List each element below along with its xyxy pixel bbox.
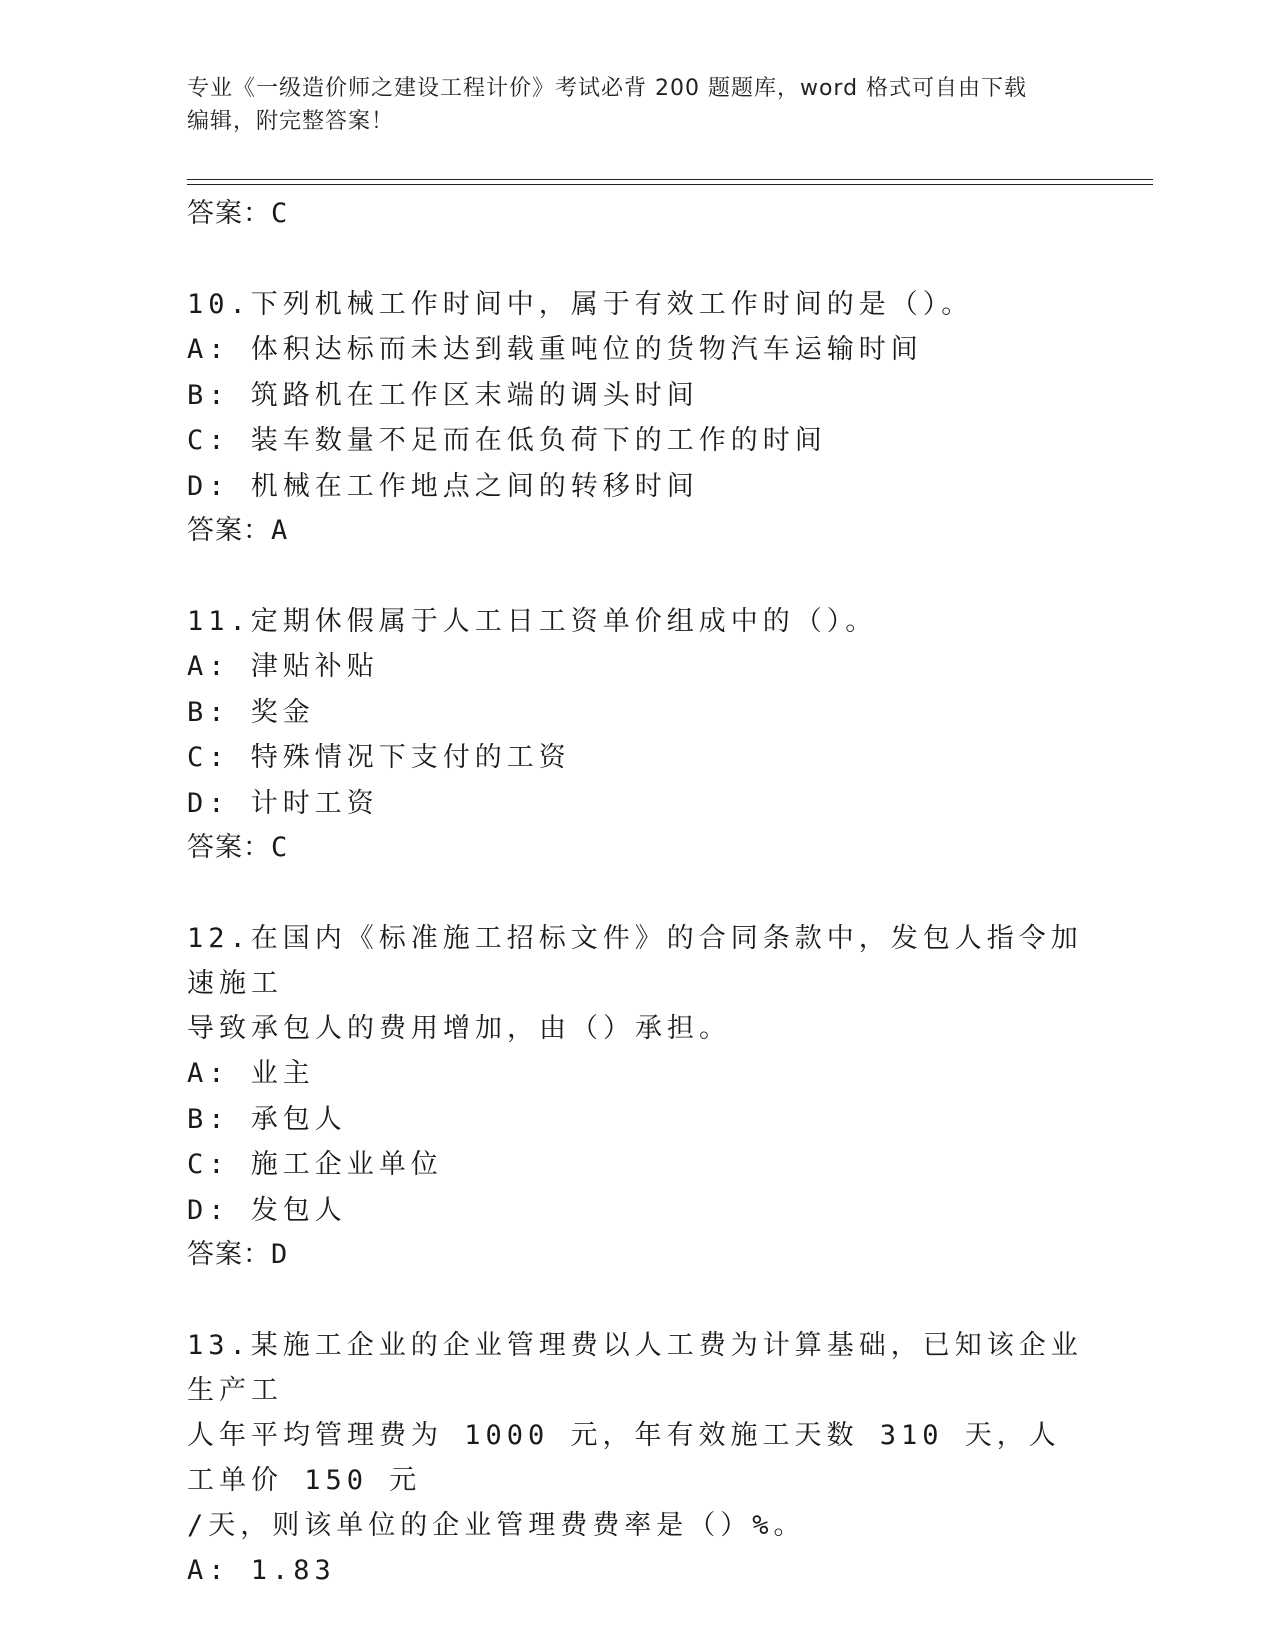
option-a: A: 津贴补贴 (187, 651, 379, 682)
question-list (187, 190, 1087, 1594)
option-c: C: 装车数量不足而在低负荷下的工作的时间 (187, 425, 827, 456)
option-a: A: 业主 (187, 1058, 315, 1089)
option-b: B: 奖金 (187, 696, 315, 728)
answer-value: C (271, 832, 289, 863)
answer-label: 答案： (187, 1239, 271, 1270)
option-c: C: 特殊情况下支付的工资 (187, 742, 571, 773)
option-d: D: 机械在工作地点之间的转移时间 (187, 470, 699, 502)
option-d: D: 发包人 (187, 1194, 347, 1226)
question-stem-line-1: 12.在国内《标准施工招标文件》的合同条款中，发包人指令加速施工 (187, 923, 1083, 999)
answer-line (187, 192, 1087, 236)
question-stem-line-2: 导致承包人的费用增加，由（）承担。 (187, 1013, 731, 1044)
header-line-2: 编辑，附完整答案！ (187, 109, 395, 134)
option-c: C: 施工企业单位 (187, 1149, 443, 1180)
answer-line (187, 509, 1087, 553)
option-b: B: 筑路机在工作区末端的调头时间 (187, 379, 699, 411)
answer-value: D (271, 1239, 289, 1270)
option-b: B: 承包人 (187, 1103, 347, 1135)
question-13 (187, 1323, 1087, 1594)
question-11 (187, 599, 1087, 870)
header-divider-top (187, 179, 1153, 180)
answer-value: A (271, 515, 289, 546)
question-stem: 10.下列机械工作时间中，属于有效工作时间的是（）。 (187, 289, 974, 320)
answer-label: 答案： (187, 198, 271, 229)
option-d: D: 计时工资 (187, 787, 379, 819)
option-a: A: 1.83 (187, 1555, 336, 1586)
header-line-1: 专业《一级造价师之建设工程计价》考试必背 200 题题库，word 格式可自由下载 (187, 76, 1028, 101)
question-stem-line-3: /天，则该单位的企业管理费费率是（）%。 (187, 1510, 806, 1541)
answer-line (187, 1233, 1087, 1277)
document-header (187, 72, 1077, 138)
question-stem: 11.定期休假属于人工日工资单价组成中的（）。 (187, 606, 878, 637)
question-stem-line-1: 13.某施工企业的企业管理费以人工费为计算基础，已知该企业生产工 (187, 1330, 1083, 1406)
answer-label: 答案： (187, 515, 271, 546)
answer-label: 答案： (187, 832, 271, 863)
option-a: A: 体积达标而未达到载重吨位的货物汽车运输时间 (187, 334, 923, 365)
answer-line (187, 826, 1087, 870)
question-10 (187, 282, 1087, 553)
header-divider-bottom (187, 184, 1153, 185)
question-12 (187, 916, 1087, 1277)
answer-value: C (271, 198, 289, 229)
question-stem-line-2: 人年平均管理费为 1000 元，年有效施工天数 310 天，人工单价 150 元 (187, 1420, 1061, 1496)
